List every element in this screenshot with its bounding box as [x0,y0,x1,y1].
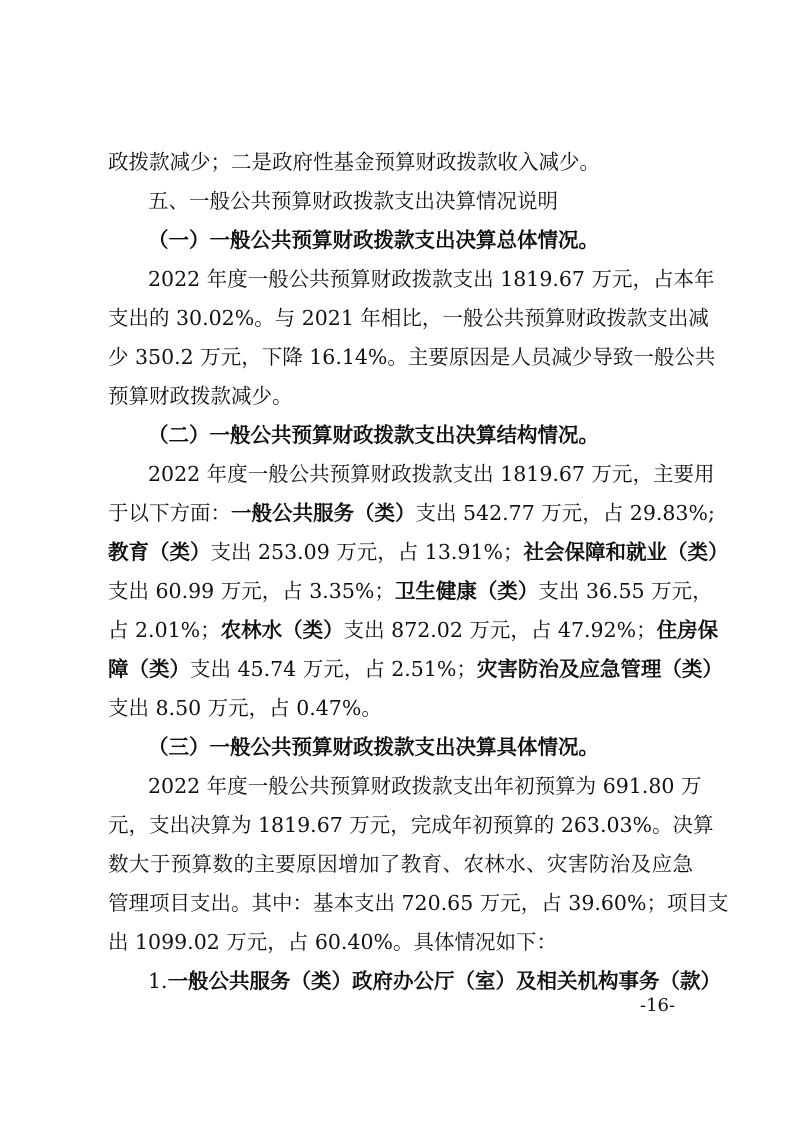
subsection-heading [148,733,693,761]
paragraph-line [108,538,729,566]
paragraph-line [108,811,714,839]
text-segment: 支出 45.74 万元，占 2.51%； [190,657,477,681]
bold-text-segment: 住房保 [656,618,719,642]
paragraph-line [148,772,702,800]
text-segment: 政拨款减少；二是政府性基金预算财政拨款收入减少。 [108,150,600,174]
text-segment: （一）一般公共预算财政拨款支出决算总体情况。 [148,228,599,252]
paragraph-line [108,850,693,878]
text-segment: 出 1099.02 万元，占 60.40%。具体情况如下： [108,930,557,954]
text-segment: 支出 542.77 万元，占 29.83%; [415,501,715,525]
text-segment: （三）一般公共预算财政拨款支出决算具体情况。 [148,735,599,759]
section-heading [148,187,693,215]
text-segment: 数大于预算数的主要原因增加了教育、农林水、灾害防治及应急 [108,852,693,876]
paragraph-line [108,343,716,371]
bold-text-segment: 农林水（类） [220,618,344,642]
text-segment: 2022 年度一般公共预算财政拨款支出 1819.67 万元，占本年 [148,267,715,291]
paragraph-line [108,655,723,683]
paragraph-line [148,265,715,293]
text-segment: 1. [148,969,168,993]
subsection-heading [148,421,693,449]
text-segment: 支出 253.09 万元，占 13.91%； [210,540,524,564]
text-segment: 占 2.01%； [108,618,221,642]
text-segment: 2022 年度一般公共预算财政拨款支出年初预算为 691.80 万 [148,774,702,798]
paragraph-line [108,616,719,644]
text-segment: 少 350.2 万元，下降 16.14%。主要原因是人员减少导致一般公共 [108,345,716,369]
text-segment: 管理项目支出。其中：基本支出 720.65 万元，占 39.60%；项目支 [108,891,729,915]
bold-text-segment: 一般公共服务（类）政府办公厅（室）及相关机构事务（款） [167,969,722,993]
bold-text-segment: 灾害防治及应急管理（类） [476,657,723,681]
text-segment: 支出的 30.02%。与 2021 年相比，一般公共预算财政拨款支出减 [108,306,709,330]
paragraph-line [108,694,693,722]
bold-text-segment: 教育（类） [108,540,211,564]
bold-text-segment: 一般公共服务（类） [231,501,416,525]
bold-text-segment: 卫生健康（类） [394,579,539,603]
paragraph-line [108,499,715,527]
text-segment: （二）一般公共预算财政拨款支出决算结构情况。 [148,423,599,447]
paragraph-line [108,889,729,917]
text-segment: 支出 8.50 万元，占 0.47%。 [108,696,382,720]
text-segment: 于以下方面： [108,501,231,525]
text-segment: 预算财政拨款减少。 [108,384,293,408]
paragraph-line [148,967,722,995]
paragraph-line [108,304,709,332]
text-segment: 2022 年度一般公共预算财政拨款支出 1819.67 万元，主要用 [148,462,715,486]
text-segment: 元，支出决算为 1819.67 万元，完成年初预算的 263.03%。决算 [108,813,714,837]
paragraph-line [108,928,693,956]
text-segment: 支出 36.55 万元， [538,579,713,603]
subsection-heading [148,226,693,254]
text-segment: 支出 872.02 万元，占 47.92%； [343,618,657,642]
paragraph-line [108,382,693,410]
paragraph-line [108,577,713,605]
paragraph-line [148,460,715,488]
text-segment: 支出 60.99 万元，占 3.35%； [108,579,395,603]
paragraph-line [108,148,693,176]
bold-text-segment: 社会保障和就业（类） [523,540,729,564]
bold-text-segment: 障（类） [108,657,190,681]
page-number: -16- [640,995,676,1016]
text-segment: 五、一般公共预算财政拨款支出决算情况说明 [148,189,558,213]
